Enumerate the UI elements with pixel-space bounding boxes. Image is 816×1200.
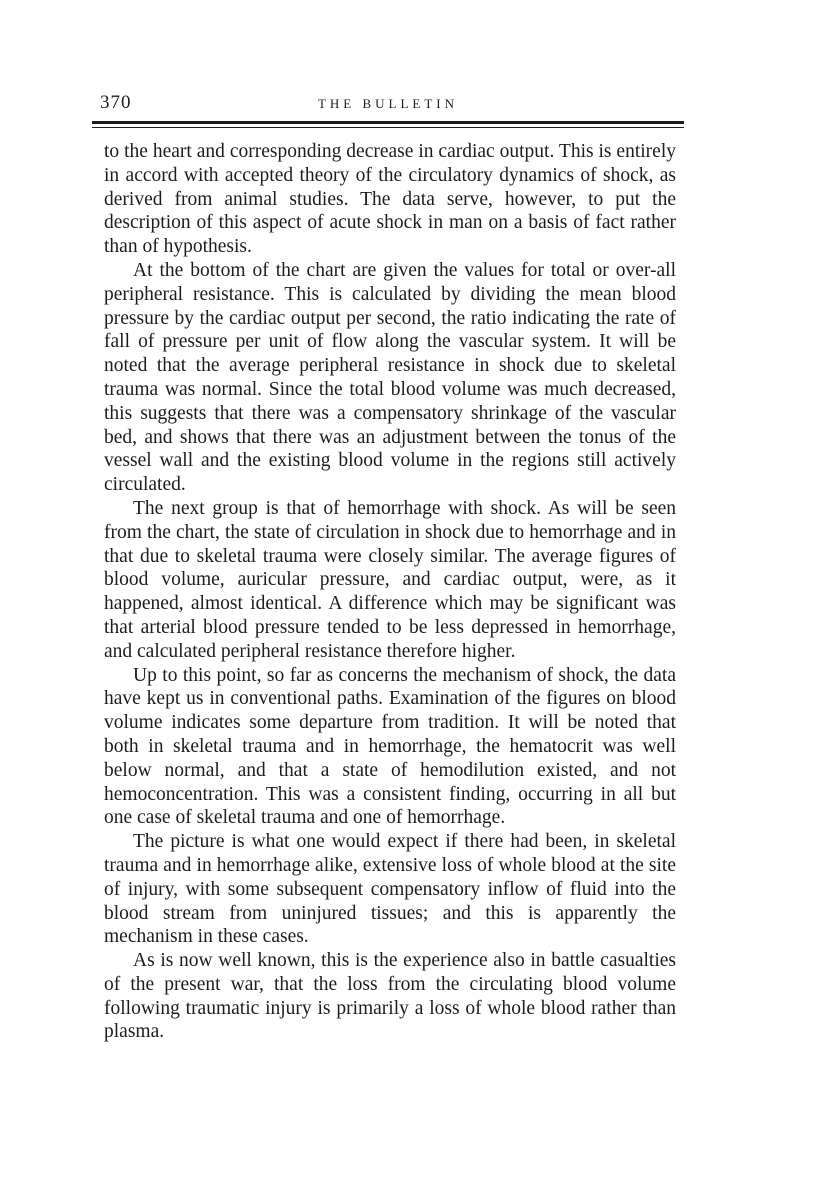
running-head: THE BULLETIN: [317, 96, 459, 111]
header-rule-thick: [92, 121, 684, 124]
page-header: [92, 92, 684, 122]
page-number: 370: [100, 92, 132, 113]
header-rule-thin: [92, 127, 684, 128]
paragraph-peripheral-resistance: At the bottom of the chart are given the values for total or over-all peripheral resistance. This is calculated by dividing the mean blood pressure by the cardiac output per second, the ratio indicating the rate of fall of pressure per unit of flow along the vascular system. It will be noted that the average peripheral resistance in shock due to skeletal trauma was normal. Since the total blood volume was much decreased, this suggests that there was a compensatory shrinkage of the vascular bed, and shows that there was an adjustment between the tonus of the vessel wall and the existing blood volume in the regions still actively circulated.: [104, 259, 676, 496]
paragraph-blood-volume: Up to this point, so far as concerns the mechanism of shock, the data have kept us in conventional paths. Examination of the figures on blood volume indicates some departure from tradition. It will be noted that both in skeletal trauma and in hemorrhage, the hematocrit was well below normal, and that a state of hemodilution existed, and not hemoconcentration. This was a consistent finding, occurring in all but one case of skeletal trauma and one of hemorrhage.: [104, 664, 676, 829]
paragraph-continued: to the heart and corresponding decrease in cardiac output. This is entirely in accord with accepted theory of the circulatory dynamics of shock, as derived from animal studies. The data serve, however, to put the description of this aspect of acute shock in man on a basis of fact rather than of hypothesis.: [104, 141, 676, 258]
paragraph-hemorrhage: The next group is that of hemorrhage with shock. As will be seen from the chart, the state of circulation in shock due to hemorrhage and in that due to skeletal trauma were closely similar. The average figures of blood volume, auricular pressure, and cardiac output, were, as it happened, almost identical. A difference which may be significant was that arterial blood pressure tended to be less depressed in hemorrhage, and calculated peripheral resistance therefore higher.: [104, 497, 676, 662]
paragraph-battle-casualties: As is now well known, this is the experience also in battle casualties of the present war, that the loss from the circulating blood volume following traumatic injury is primarily a loss of whole blood rather than plasma.: [104, 950, 676, 1043]
paragraph-mechanism: The picture is what one would expect if there had been, in skeletal trauma and in hemorrhage alike, extensive loss of whole blood at the site of injury, with some subsequent compensatory inflow of fluid into the blood stream from uninjured tissues; and this is apparently the mechanism in these cases.: [104, 831, 676, 948]
body-text: [104, 140, 676, 1044]
